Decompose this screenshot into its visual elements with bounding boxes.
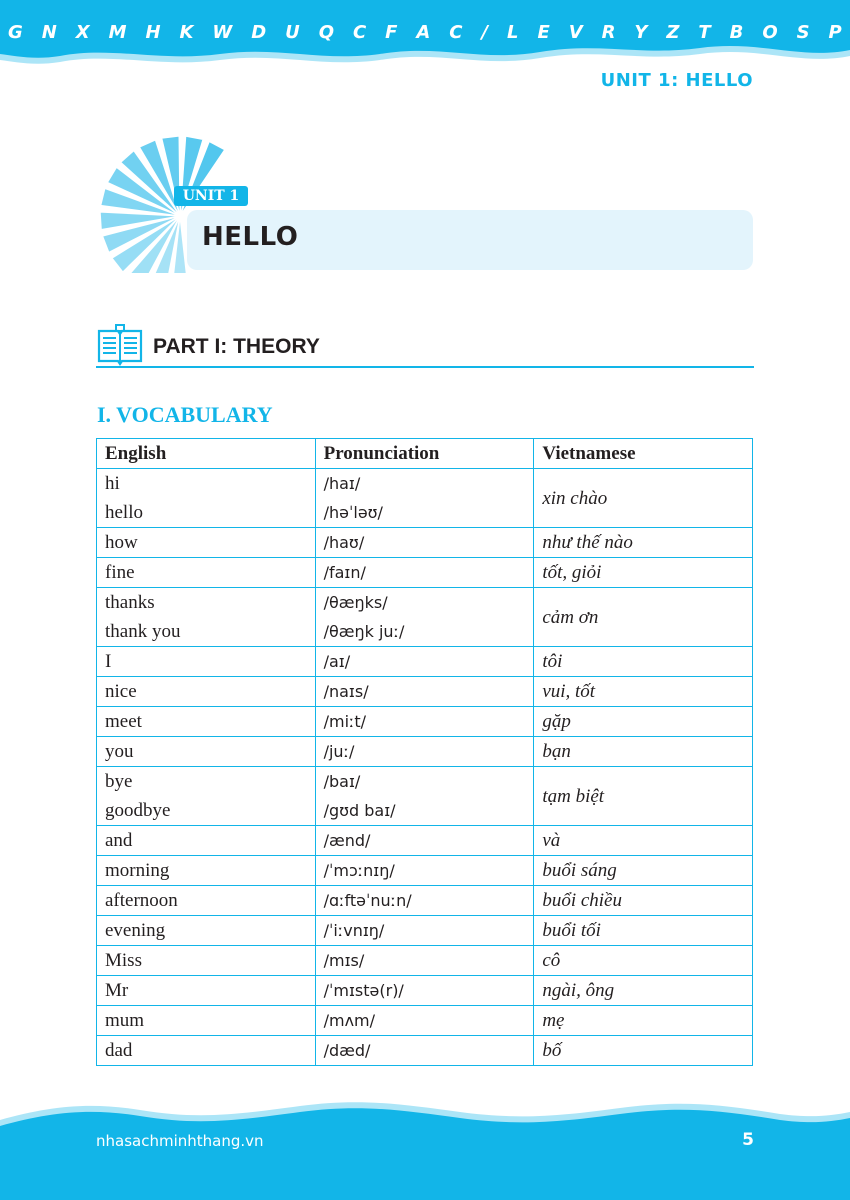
- cell-pronunciation: [315, 469, 534, 528]
- table-row: [97, 528, 753, 558]
- cell-pronunciation: /mʌm/: [315, 1006, 534, 1036]
- decorative-letter: M: [108, 22, 127, 43]
- cell-pronunciation: /ˈmɪstə(r)/: [315, 976, 534, 1006]
- cell-english: Miss: [97, 946, 316, 976]
- cell-english: nice: [97, 677, 316, 707]
- cell-english-line: hi: [105, 473, 120, 494]
- table-row: [97, 1036, 753, 1066]
- decorative-letter: U: [285, 22, 300, 43]
- decorative-letter: Q: [318, 22, 335, 43]
- cell-english: how: [97, 528, 316, 558]
- decorative-alphabet-strip: [0, 22, 850, 50]
- decorative-letter: N: [41, 22, 57, 43]
- cell-english: morning: [97, 856, 316, 886]
- decorative-letter: L: [507, 22, 519, 43]
- cell-pronunciation-line: /baɪ/: [323, 772, 361, 791]
- part-heading: [96, 323, 754, 369]
- cell-vietnamese: bố: [534, 1036, 753, 1066]
- cell-vietnamese: mẹ: [534, 1006, 753, 1036]
- cell-vietnamese: buổi tối: [534, 916, 753, 946]
- decorative-letter: S: [796, 22, 810, 43]
- header-english: English: [97, 439, 316, 469]
- table-row: [97, 588, 753, 647]
- vocabulary-table: [96, 438, 753, 1066]
- cell-english: afternoon: [97, 886, 316, 916]
- cell-pronunciation: /naɪs/: [315, 677, 534, 707]
- section-title: I. VOCABULARY: [97, 402, 273, 427]
- table-row: [97, 886, 753, 916]
- cell-pronunciation: /miːt/: [315, 707, 534, 737]
- cell-pronunciation: /ænd/: [315, 826, 534, 856]
- table-row: [97, 558, 753, 588]
- decorative-letter: X: [75, 22, 90, 43]
- decorative-letter: R: [601, 22, 616, 43]
- part-title: PART I: THEORY: [153, 335, 320, 358]
- cell-english-line: thanks: [105, 592, 155, 613]
- table-row: [97, 737, 753, 767]
- decorative-letter: Y: [634, 22, 648, 43]
- cell-vietnamese: tạm biệt: [534, 767, 753, 826]
- cell-pronunciation: /faɪn/: [315, 558, 534, 588]
- decorative-letter: Z: [666, 22, 680, 43]
- decorative-letter: O: [762, 22, 778, 43]
- running-header-unit: UNIT 1: HELLO: [600, 70, 753, 91]
- decorative-letter: C: [449, 22, 463, 43]
- cell-pronunciation-line: /θæŋks/: [323, 593, 388, 612]
- cell-vietnamese: như thế nào: [534, 528, 753, 558]
- unit-title: HELLO: [202, 222, 299, 252]
- cell-vietnamese: buổi sáng: [534, 856, 753, 886]
- header-pronunciation: Pronunciation: [315, 439, 534, 469]
- decorative-letter: G: [8, 22, 23, 43]
- cell-pronunciation: /haʊ/: [315, 528, 534, 558]
- cell-pronunciation: /ˈmɔːnɪŋ/: [315, 856, 534, 886]
- table-row: [97, 826, 753, 856]
- cell-english-line: goodbye: [105, 800, 171, 821]
- cell-vietnamese: cảm ơn: [534, 588, 753, 647]
- decorative-letter: H: [145, 22, 161, 43]
- footer-website: nhasachminhthang.vn: [96, 1132, 264, 1150]
- cell-english-line: thank you: [105, 621, 181, 642]
- cell-english: Mr: [97, 976, 316, 1006]
- cell-pronunciation: /dæd/: [315, 1036, 534, 1066]
- cell-pronunciation: [315, 588, 534, 647]
- table-row: [97, 1006, 753, 1036]
- page-number: 5: [742, 1130, 754, 1150]
- cell-pronunciation: /juː/: [315, 737, 534, 767]
- cell-vietnamese: ngài, ông: [534, 976, 753, 1006]
- cell-english-line: bye: [105, 771, 133, 792]
- decorative-letter: K: [179, 22, 194, 43]
- decorative-letter: A: [416, 22, 431, 43]
- decorative-letter: V: [568, 22, 583, 43]
- cell-pronunciation: [315, 767, 534, 826]
- cell-english: meet: [97, 707, 316, 737]
- table-row: [97, 976, 753, 1006]
- cell-pronunciation: /ˈiːvnɪŋ/: [315, 916, 534, 946]
- open-book-icon: [96, 323, 144, 367]
- cell-vietnamese: xin chào: [534, 469, 753, 528]
- cell-pronunciation: /aɪ/: [315, 647, 534, 677]
- cell-english: [97, 767, 316, 826]
- decorative-letter: T: [698, 22, 711, 43]
- cell-english: I: [97, 647, 316, 677]
- cell-english: [97, 469, 316, 528]
- cell-vietnamese: gặp: [534, 707, 753, 737]
- table-row: [97, 707, 753, 737]
- cell-vietnamese: và: [534, 826, 753, 856]
- cell-pronunciation-line: /gʊd baɪ/: [323, 801, 396, 820]
- cell-english: you: [97, 737, 316, 767]
- cell-english: and: [97, 826, 316, 856]
- cell-english: [97, 588, 316, 647]
- cell-vietnamese: tốt, giỏi: [534, 558, 753, 588]
- decorative-letter: E: [537, 22, 550, 43]
- table-row: [97, 946, 753, 976]
- header-vietnamese: Vietnamese: [534, 439, 753, 469]
- cell-pronunciation: /mɪs/: [315, 946, 534, 976]
- part-underline: [96, 366, 754, 368]
- cell-vietnamese: vui, tốt: [534, 677, 753, 707]
- table-row: [97, 767, 753, 826]
- table-row: [97, 677, 753, 707]
- cell-pronunciation-line: /θæŋk juː/: [323, 622, 405, 641]
- cell-vietnamese: buổi chiều: [534, 886, 753, 916]
- decorative-letter: C: [352, 22, 367, 43]
- decorative-letter: B: [729, 22, 744, 43]
- cell-english: fine: [97, 558, 316, 588]
- cell-english: dad: [97, 1036, 316, 1066]
- unit-badge: UNIT 1: [174, 186, 248, 206]
- cell-english: evening: [97, 916, 316, 946]
- table-row: [97, 916, 753, 946]
- cell-vietnamese: bạn: [534, 737, 753, 767]
- decorative-letter: F: [385, 22, 398, 43]
- cell-pronunciation: /ɑːftəˈnuːn/: [315, 886, 534, 916]
- decorative-letter: /: [481, 22, 489, 43]
- cell-vietnamese: tôi: [534, 647, 753, 677]
- table-row: [97, 856, 753, 886]
- decorative-letter: D: [251, 22, 267, 43]
- cell-vietnamese: cô: [534, 946, 753, 976]
- cell-english-line: hello: [105, 502, 143, 523]
- table-row: [97, 469, 753, 528]
- cell-pronunciation-line: /həˈləʊ/: [323, 503, 383, 522]
- decorative-letter: W: [212, 22, 233, 43]
- table-header-row: [97, 439, 753, 469]
- decorative-letter: P: [828, 22, 842, 43]
- cell-pronunciation-line: /haɪ/: [323, 474, 361, 493]
- table-row: [97, 647, 753, 677]
- cell-english: mum: [97, 1006, 316, 1036]
